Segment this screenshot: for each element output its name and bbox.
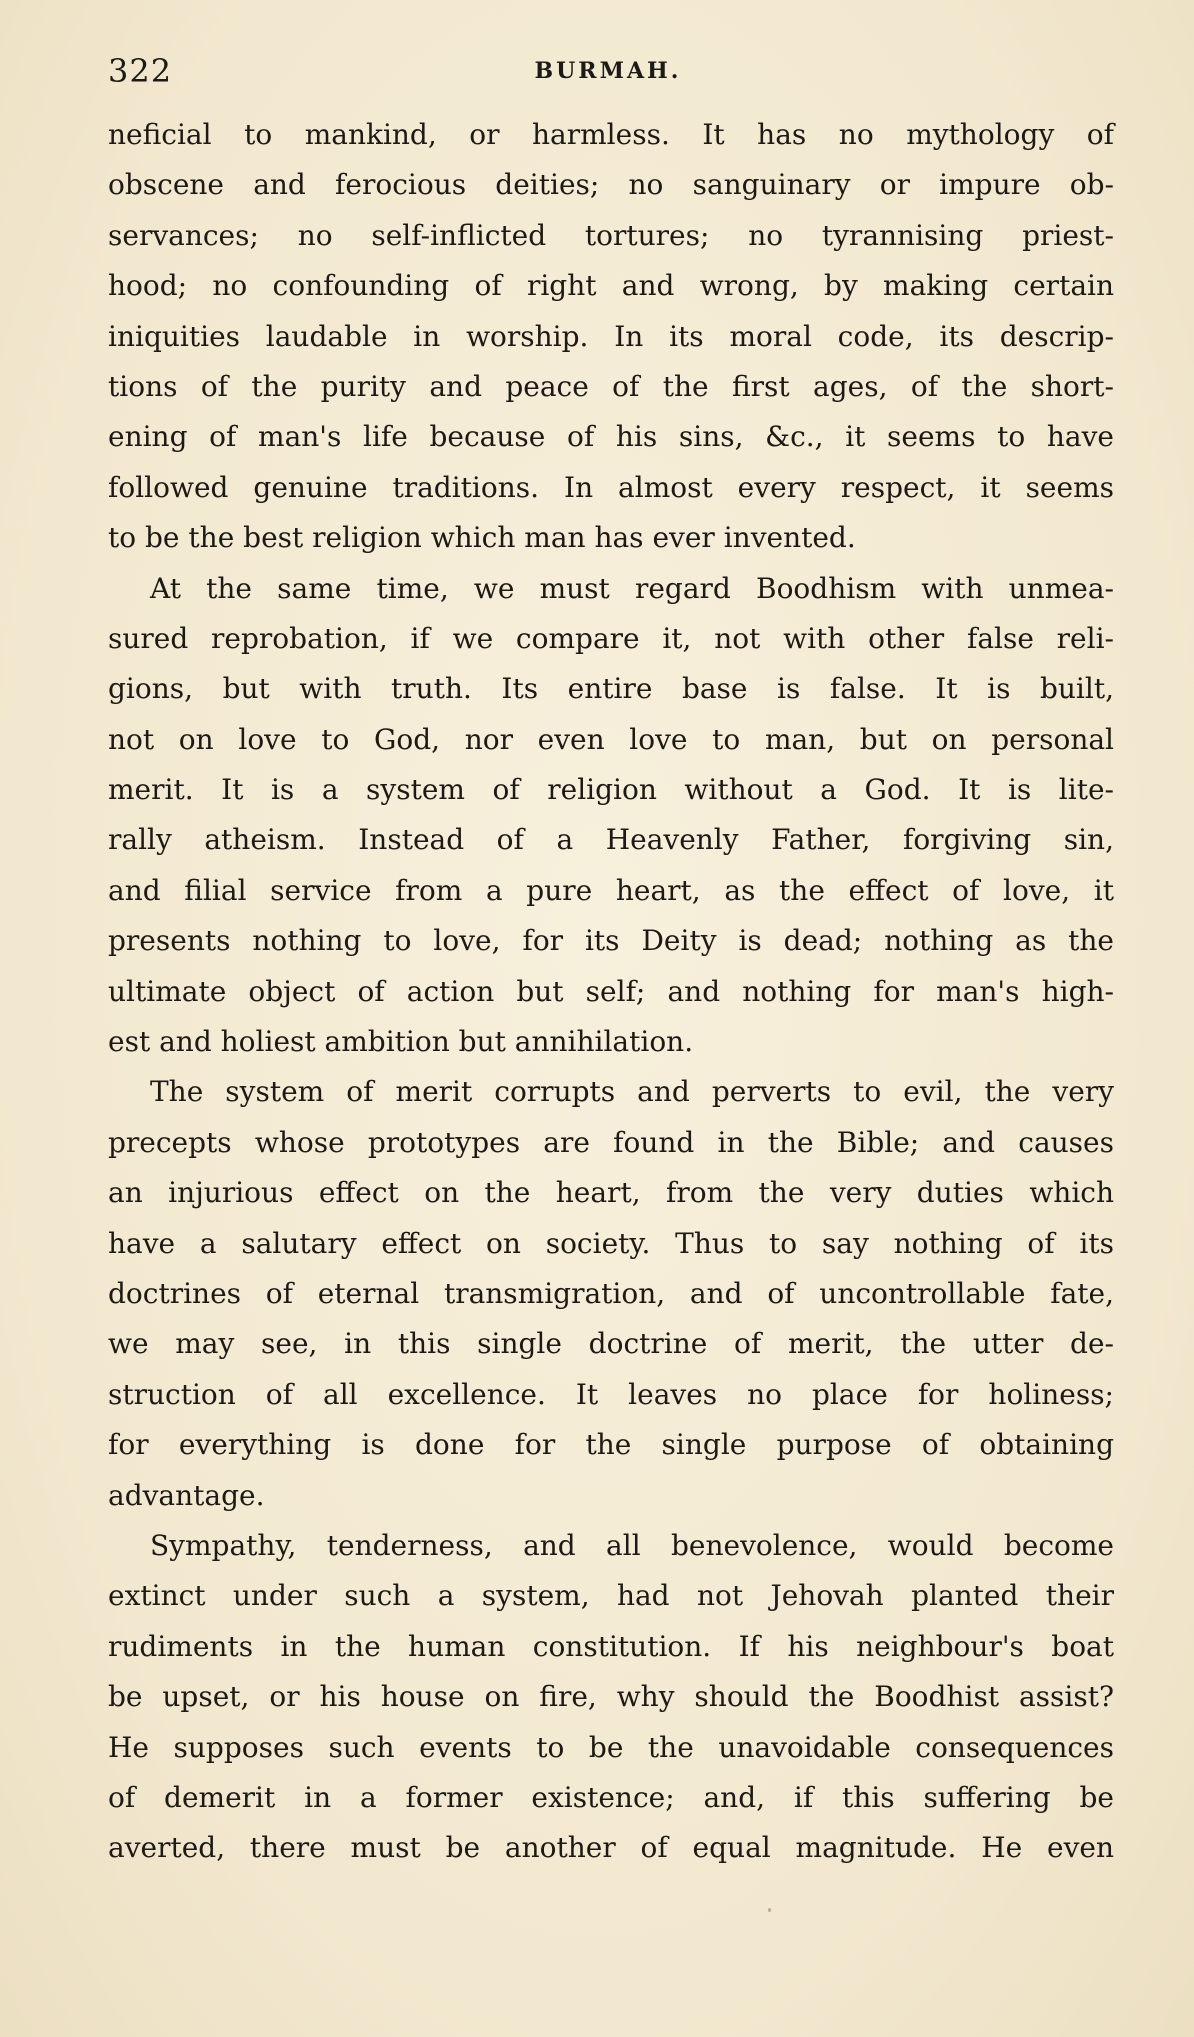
paragraph-start: At the same time, we must regard Boodhism with unmea-	[150, 571, 1114, 605]
text-line: not on love to God, nor even love to man, but on personal	[108, 722, 1114, 756]
text-line: servances; no self-inflicted tortures; no tyrannising priest-	[108, 218, 1114, 252]
page-number: 322	[108, 52, 173, 90]
text-line: followed genuine traditions. In almost every respect, it seems	[108, 470, 1114, 504]
text-line: merit. It is a system of religion without a God. It is lite-	[108, 773, 1114, 807]
text-line: doctrines of eternal transmigration, and of uncontrollable fate,	[108, 1276, 1114, 1310]
paragraph-start: Sympathy, tenderness, and all benevolence, would become	[150, 1528, 1114, 1562]
text-line: sured reprobation, if we compare it, not with other false reli-	[108, 621, 1114, 655]
text-line: to be the best religion which man has ever invented.	[108, 521, 856, 555]
text-line: advantage.	[108, 1478, 265, 1512]
text-line: extinct under such a system, had not Jehovah planted their	[108, 1579, 1114, 1613]
text-line: for everything is done for the single purpose of obtaining	[108, 1428, 1114, 1462]
text-line: hood; no confounding of right and wrong, by making certain	[108, 269, 1114, 303]
text-line: ultimate object of action but self; and nothing for man's high-	[108, 974, 1114, 1008]
text-line: precepts whose prototypes are found in the Bible; and causes	[108, 1125, 1114, 1159]
text-line: rudiments in the human constitution. If his neighbour's boat	[108, 1629, 1114, 1663]
paragraph-start: The system of merit corrupts and perverts to evil, the very	[150, 1075, 1114, 1109]
text-line: we may see, in this single doctrine of merit, the utter de-	[108, 1327, 1114, 1361]
text-line: He supposes such events to be the unavoidable consequences	[108, 1730, 1114, 1764]
page-header	[108, 52, 1108, 96]
text-line: est and holiest ambition but annihilation.	[108, 1025, 694, 1059]
text-line: rally atheism. Instead of a Heavenly Father, forgiving sin,	[108, 823, 1114, 857]
text-line: iniquities laudable in worship. In its moral code, its descrip-	[108, 319, 1114, 353]
text-line: be upset, or his house on fire, why should the Boodhist assist?	[108, 1680, 1114, 1714]
text-line: have a salutary effect on society. Thus to say nothing of its	[108, 1226, 1114, 1260]
text-line: gions, but with truth. Its entire base is false. It is built,	[108, 672, 1114, 706]
text-line: presents nothing to love, for its Deity is dead; nothing as the	[108, 924, 1114, 958]
text-line: of demerit in a former existence; and, if this suffering be	[108, 1780, 1114, 1814]
text-line: averted, there must be another of equal magnitude. He even	[108, 1831, 1114, 1865]
text-line: neficial to mankind, or harmless. It has no mythology of	[108, 118, 1114, 151]
text-line: obscene and ferocious deities; no sanguinary or impure ob-	[108, 168, 1114, 202]
paper-speck	[768, 1908, 771, 1912]
text-line: tions of the purity and peace of the first ages, of the short-	[108, 369, 1114, 403]
text-line: an injurious effect on the heart, from the very duties which	[108, 1176, 1114, 1210]
running-head: BURMAH.	[534, 58, 682, 84]
text-line: struction of all excellence. It leaves no place for holiness;	[108, 1377, 1114, 1411]
body-text	[108, 110, 1114, 1874]
text-line: and filial service from a pure heart, as the effect of love, it	[108, 873, 1114, 907]
text-line: ening of man's life because of his sins, &c., it seems to have	[108, 420, 1114, 454]
